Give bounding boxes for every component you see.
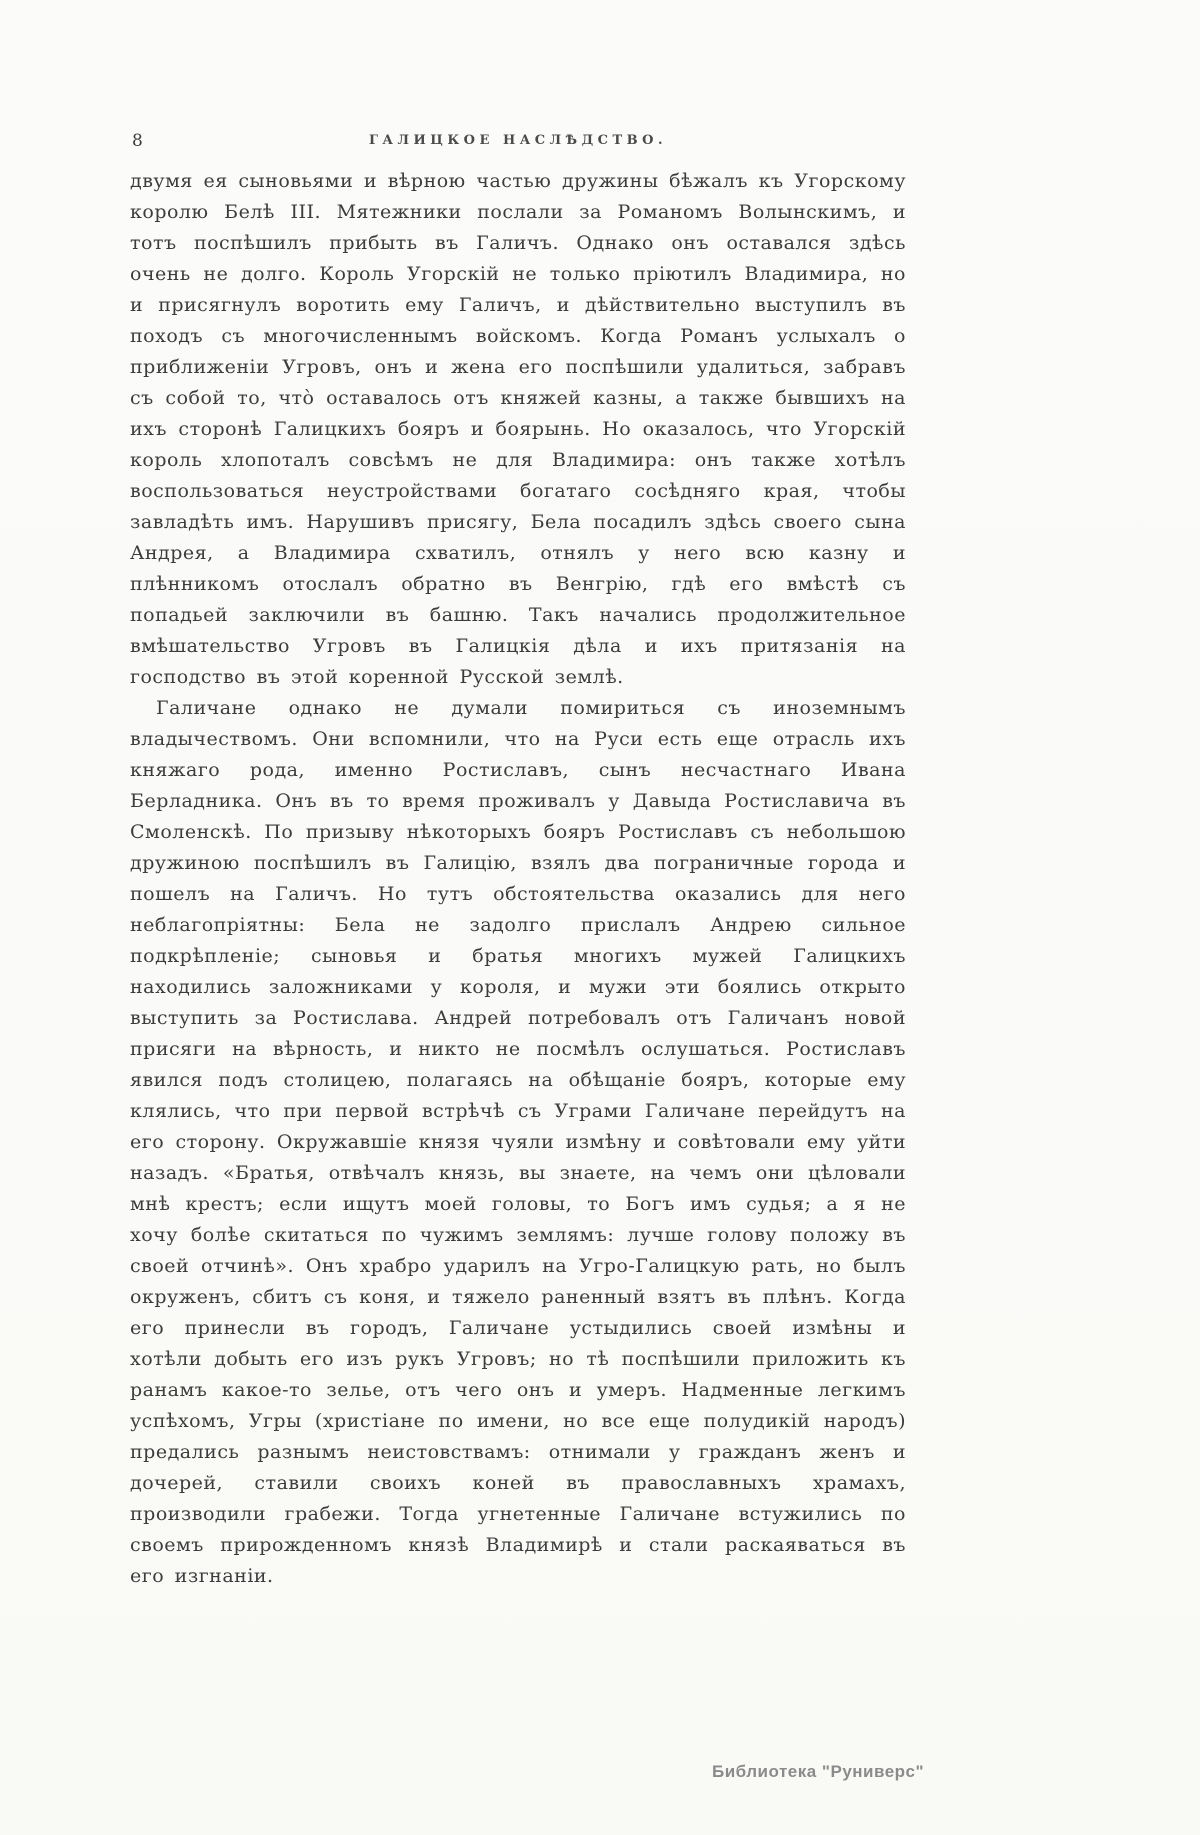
page-header bbox=[130, 130, 906, 154]
page-number: 8 bbox=[132, 131, 143, 151]
body-paragraph-1: двумя ея сыновьями и вѣрною частью дружины бѣжалъ къ Угорскому королю Белѣ III. Мятежники послали за Романомъ Волынскимъ, и тотъ поспѣшилъ прибыть въ Галичъ. Однако онъ оставался здѣсь очень не долго. Король Угорскій не только пріютилъ Владимира, но и присягнулъ воротить ему Галичъ, и дѣйствительно выступилъ въ походъ съ многочисленнымъ войскомъ. Когда Романъ услыхалъ о приближеніи Угровъ, онъ и жена его поспѣшили удалиться, забравъ съ собой то, что̀ оставалось отъ княжей казны, а также бывшихъ на ихъ сторонѣ Галицкихъ бояръ и боярынь. Но оказалось, что Угорскій король хлопоталъ совсѣмъ не для Владимира: онъ также хотѣлъ воспользоваться неустройствами богатаго сосѣдняго края, чтобы завладѣть имъ. Нарушивъ присягу, Бела посадилъ здѣсь своего сына Андрея, а Владимира схватилъ, отнялъ у него всю казну и плѣнникомъ отослалъ обратно въ Венгрію, гдѣ его вмѣстѣ съ попадьей заключили въ башню. Такъ начались продолжительное вмѣшательство Угровъ въ Галицкія дѣла и ихъ притязанія на господство въ этой коренной Русской землѣ. bbox=[130, 170, 906, 688]
running-head-title: ГАЛИЦКОЕ НАСЛѢДСТВО. bbox=[368, 133, 668, 148]
body-text-block bbox=[130, 166, 906, 1592]
library-watermark: Библиотека "Руниверс" bbox=[712, 1762, 925, 1781]
body-paragraph-2: Галичане однако не думали помириться съ иноземнымъ владычествомъ. Они вспомнили, что на Руси есть еще отрасль ихъ княжаго рода, именно Ростиславъ, сынъ несчастнаго Ивана Берладника. Онъ въ то время проживалъ у Давыда Ростиславича въ Смоленскѣ. По призыву нѣкоторыхъ бояръ Ростиславъ съ небольшою дружиною поспѣшилъ въ Галицію, взялъ два пограничные города и пошелъ на Галичъ. Но тутъ обстоятельства оказались для него неблагопріятны: Бела не задолго прислалъ Андрею сильное подкрѣпленіе; сыновья и братья многихъ мужей Галицкихъ находились заложниками у короля, и мужи эти боялись открыто выступить за Ростислава. Андрей потребовалъ отъ Галичанъ новой присяги на вѣрность, и никто не посмѣлъ ослушаться. Ростиславъ явился подъ столицею, полагаясь на обѣщаніе бояръ, которые ему клялись, что при первой встрѣчѣ съ Уграми Галичане перейдутъ на его сторону. Окружавшіе князя чуяли измѣну и совѣтовали ему уйти назадъ. «Братья, отвѣчалъ князь, вы знаете, на чемъ они цѣловали мнѣ крестъ; если ищутъ моей головы, то Богъ имъ судья; а я не хочу болѣе скитаться по чужимъ землямъ: лучше голову положу въ своей отчинѣ». Онъ храбро ударилъ на Угро-Галицкую рать, но былъ окруженъ, сбитъ съ коня, и тяжело раненный взятъ въ плѣнъ. Когда его принесли въ городъ, Галичане устыдились своей измѣны и хотѣли добыть его изъ рукъ Угровъ; но тѣ поспѣшили приложить къ ранамъ какое-то зелье, отъ чего онъ и умеръ. Надменные легкимъ успѣхомъ, Угры (христіане по имени, но все еще полудикій народъ) предались разнымъ неистовствамъ: отнимали у гражданъ женъ и дочерей, ставили своихъ коней въ православныхъ храмахъ, производили грабежи. Тогда угнетенные Галичане встужились по своемъ прирожденномъ князѣ Владимирѣ и стали раскаяваться въ его изгнаніи. bbox=[130, 697, 906, 1587]
